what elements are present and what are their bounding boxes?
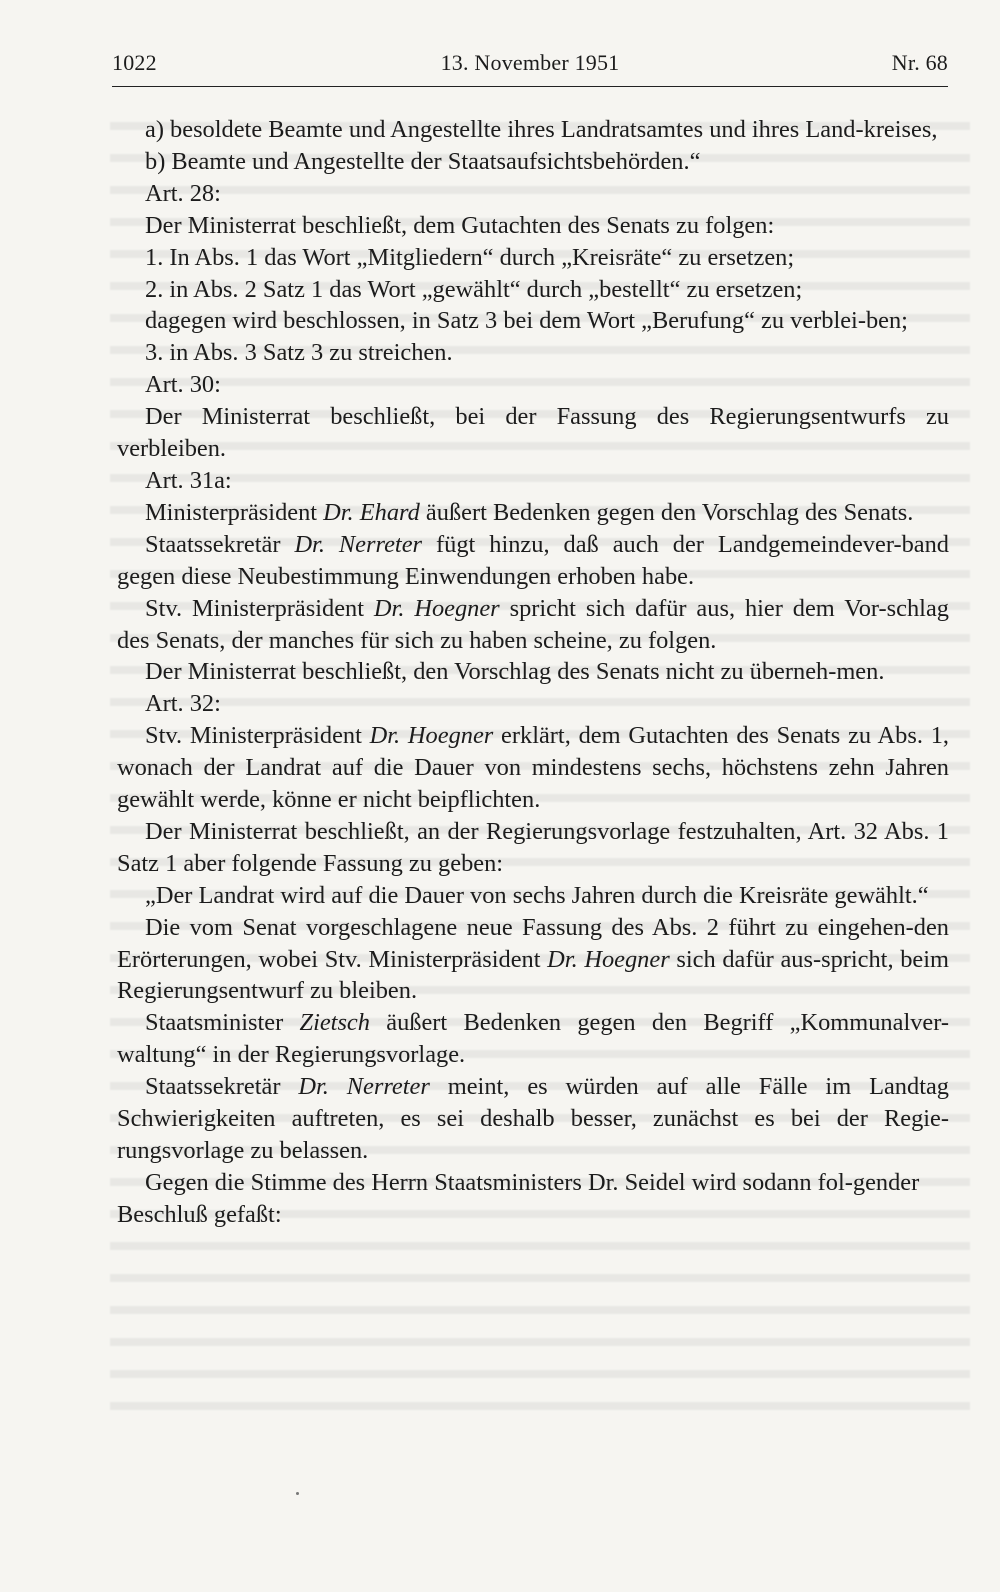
paragraph bbox=[117, 880, 949, 912]
text-run: Staatssekretär bbox=[145, 1073, 299, 1101]
paragraph bbox=[117, 146, 949, 178]
person-name: Dr. Hoegner bbox=[369, 722, 494, 750]
page-number: 1022 bbox=[112, 50, 157, 75]
text-run: meint, es würden auf alle Fälle im Landtag Schwierigkeiten auftreten, es sei deshalb besser, zunächst es bei der Regie-rungsvorlage zu belassen. bbox=[117, 1073, 949, 1164]
paragraph bbox=[117, 1007, 949, 1071]
paragraph bbox=[117, 497, 949, 529]
text-run: Staatssekretär bbox=[145, 530, 295, 558]
text-run: 2. in Abs. 2 Satz 1 das Wort „gewählt“ durch „bestellt“ zu ersetzen; bbox=[145, 275, 803, 303]
paragraph bbox=[117, 401, 949, 465]
text-run: fügt hinzu, daß auch der Landgemeindever-band gegen diese Neubestimmung Einwendungen erhoben habe. bbox=[117, 530, 949, 590]
paragraph bbox=[117, 688, 949, 720]
person-name: Dr. Hoegner bbox=[373, 594, 500, 622]
text-run: dagegen wird beschlossen, in Satz 3 bei dem Wort „Berufung“ zu verblei-ben; bbox=[145, 307, 908, 335]
paragraph bbox=[117, 816, 949, 880]
text-run: a) besoldete Beamte und Angestellte ihres Landratsamtes und ihres Land-kreises, bbox=[145, 116, 938, 143]
text-run: „Der Landrat wird auf die Dauer von sechs Jahren durch die Kreisräte gewählt.“ bbox=[145, 881, 929, 909]
person-name: Dr. Ehard bbox=[323, 498, 420, 526]
paragraph bbox=[117, 1071, 949, 1167]
text-run: äußert Bedenken gegen den Begriff „Kommunalver-waltung“ in der Regierungsvorlage. bbox=[117, 1009, 949, 1069]
text-run: Ministerpräsident bbox=[145, 498, 324, 526]
text-run: spricht sich dafür aus, hier dem Vor-schlag des Senats, der manches für sich zu haben scheine, zu folgen. bbox=[117, 594, 949, 654]
header-rule bbox=[112, 86, 948, 87]
text-run: sich dafür aus-spricht, beim Regierungsentwurf zu bleiben. bbox=[117, 945, 949, 1005]
paragraph bbox=[117, 1167, 949, 1231]
text-run: Die vom Senat vorgeschlagene neue Fassung des Abs. 2 führt zu eingehen-den Erörterungen, wobei Stv. Ministerpräsident bbox=[117, 913, 949, 973]
paragraph bbox=[117, 114, 949, 146]
text-run: Der Ministerrat beschließt, an der Regierungsvorlage festzuhalten, Art. 32 Abs. 1 Satz 1 aber folgende Fassung zu geben: bbox=[117, 817, 949, 877]
running-header bbox=[112, 50, 948, 84]
text-run: Art. 32: bbox=[145, 690, 221, 718]
paragraph bbox=[117, 242, 949, 274]
print-speck bbox=[296, 1492, 299, 1495]
text-run: 3. in Abs. 3 Satz 3 zu streichen. bbox=[145, 339, 453, 367]
text-run: Gegen die Stimme des Herrn Staatsministers Dr. Seidel wird sodann fol-gender Beschluß gefaßt: bbox=[117, 1168, 920, 1228]
paragraph bbox=[117, 369, 949, 401]
paragraph bbox=[117, 465, 949, 497]
paragraph bbox=[117, 720, 949, 816]
text-run: Der Ministerrat beschließt, dem Gutachten des Senats zu folgen: bbox=[145, 211, 775, 239]
body-text bbox=[117, 114, 949, 1231]
paragraph bbox=[117, 337, 949, 369]
text-run: Art. 30: bbox=[145, 371, 221, 399]
paragraph bbox=[117, 656, 949, 688]
header-date: 13. November 1951 bbox=[440, 50, 620, 75]
paragraph bbox=[117, 912, 949, 1008]
person-name: Dr. Nerreter bbox=[294, 530, 423, 558]
person-name: Dr. Hoegner bbox=[547, 945, 670, 973]
text-run: Der Ministerrat beschließt, bei der Fassung des Regierungsentwurfs zu verbleiben. bbox=[117, 403, 949, 463]
text-run: äußert Bedenken gegen den Vorschlag des Senats. bbox=[419, 498, 914, 526]
text-run: erklärt, dem Gutachten des Senats zu Abs. 1, wonach der Landrat auf die Dauer von mindestens sechs, höchstens zehn Jahren gewählt werde, könne er nicht beipflichten. bbox=[117, 722, 949, 814]
person-name: Dr. Nerreter bbox=[298, 1073, 430, 1101]
issue-number: Nr. 68 bbox=[891, 50, 948, 75]
text-run: Art. 28: bbox=[145, 179, 221, 207]
paragraph bbox=[117, 178, 949, 210]
text-run: Art. 31a: bbox=[145, 466, 232, 494]
paragraph bbox=[117, 274, 949, 306]
paragraph bbox=[117, 210, 949, 242]
paragraph bbox=[117, 305, 949, 337]
text-run: b) Beamte und Angestellte der Staatsaufsichtsbehörden.“ bbox=[145, 147, 701, 175]
text-run: 1. In Abs. 1 das Wort „Mitgliedern“ durch „Kreisräte“ zu ersetzen; bbox=[145, 243, 795, 271]
person-name: Zietsch bbox=[299, 1009, 370, 1037]
text-run: Stv. Ministerpräsident bbox=[145, 594, 374, 622]
text-run: Staatsminister bbox=[145, 1009, 300, 1037]
text-run: Stv. Ministerpräsident bbox=[145, 722, 370, 750]
text-run: Der Ministerrat beschließt, den Vorschlag des Senats nicht zu überneh-men. bbox=[145, 658, 885, 686]
paragraph bbox=[117, 529, 949, 593]
paragraph bbox=[117, 593, 949, 657]
